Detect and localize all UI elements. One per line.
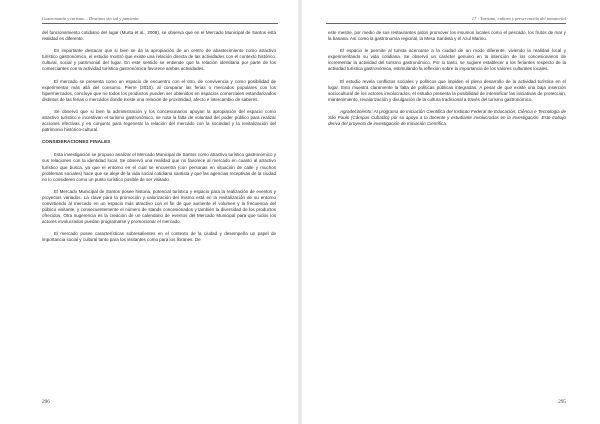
paragraph: este mestre, por medio de sus restaurantes pidos promover los insumos locales como el pescado, los frutos de mar y la banana. Así como la gastronomía regional, la Mesa Santista y el Azul Marino. bbox=[328, 30, 566, 42]
left-page-body bbox=[42, 30, 276, 250]
paragraph: Se observó que si bien la administración y los concesionarios apoyan la apropiación del espacio como atractivo turístico e incentivan el turismo gastronómico, se nota la falta de voluntad del poder público para realizar acciones efectivas y en conjunto para regenerar la relación del mercado con la sociedad y la revitalización del patrimonio histórico-cultural. bbox=[42, 108, 276, 133]
paragraph: del funcionamiento cotidiano del lugar (Murta et al., 2008), se observa que en el Mercado Municipal de Santos esta realidad es diferente. bbox=[42, 30, 276, 42]
section-heading: CONSIDERACIONES FINALES bbox=[42, 139, 111, 145]
right-page bbox=[300, 0, 600, 424]
paragraph: El mercado posee características sobresalientes en el contexto de la ciudad y desempeña un papel de importancia social y cultural tanto para los visitantes como para los lloranes. De bbox=[42, 231, 276, 243]
page-number-left: 296 bbox=[42, 399, 50, 405]
paragraph: El espacio le permite al turista acercarse a la ciudad de un modo diferente, viviendo la realidad local y experimentando su vida cotidiana. Se observó un carácter genuino en la intención de los concesionarios de incrementar la actividad del turismo gastronómico. Por lo tanto, se sugiere establecer a los feriantes respecto de la actividad turística gastronómica, estimulando la reflexión sobre la importancia de los valores culturales locales. bbox=[328, 48, 566, 72]
header-rule-right bbox=[326, 23, 566, 24]
right-page-body bbox=[328, 30, 566, 133]
paragraph: Esta investigación se propuso analizar el Mercado Municipal de Santos como atractivo turístico gastronómico y sus relaciones con la identidad local. Se observó una realidad que no favorece al mercado en cuanto al atractivo turístico que busca, ya que el entorno en el cual se encuentra (con personas en situación de calle y muchos problemas sociales) hace que se aleje de la vida social cotidiana santista y que las agencias receptivas de la ciudad no lo consideren como un punto turístico posible de ser visitado. bbox=[42, 152, 276, 182]
paragraph: El mercado se presenta como un espacio de encuentro con el otro, de convivencia y como posibilidad de experimentar más allá del consumo. Pierre (2010), al comparar las ferias o mercados populares con los hipermercados, concluye que no todos los productos pueden ser obtenidos en espacios comerciales estandarizados distintos de las ferias o mercados donde existe una relación de proximidad, afecto e intercambio de saberes. bbox=[42, 78, 276, 102]
paragraph: El estudio revela conflictos sociales y políticos que impiden el pleno desarrollo de la actividad turística en el lugar. Esto muestra claramente la falta de políticas públicas integradas. A pesar de que existe una baja inserción sociocultural de los actores involucrados, el estudio presenta la posibilidad de intensificar las iniciativas de protección, mantenimiento, revalorización y divulgación de la cultura tradicional a través del turismo gastronómico. bbox=[328, 78, 566, 102]
header-rule-left bbox=[42, 23, 278, 24]
running-head-right: 17 - Turismo, cultura y preservación del inmaterial bbox=[471, 16, 566, 21]
page-number-right: 295 bbox=[558, 399, 566, 405]
running-head-left: Gastronomía y turismo – Destinos sin sal y pimienta bbox=[42, 16, 139, 21]
paragraph: El Mercado Municipal de Santos posee historia, potencial turístico y espacio para la realización de eventos y proyectos variados. La clave para la promoción y valorización del mismo está en la revitalización de su entorno convirtiendo al mercado en un espacio más atractivo con el fin de que aumente el volumen y la frecuencia del público visitante, y consecuentemente el número de stands concesionados y también la diversidad de los productos ofrecidos. Otra sugerencia es la creación de un calendario de eventos del Mercado Municipal para que todos los actores involucrados puedan programarse y promocionar el mercado. bbox=[42, 188, 276, 225]
paragraph: Es importante destacar que si bien se da la apropiación de un centro de abastecimiento como atractivo turístico gastronómico, el estudio mostró que existe una relación directa de las actividades con el contexto histórico, cultural, social y patrimonial del lugar. En este sentido se entiende que la relación identitaria por parte de los comerciantes con la actividad turística gastronómica favorece ambas actividades. bbox=[42, 48, 276, 72]
acknowledgment: Agradecimiento: Al programa de Iniciación Científica del Instituto Federal de Educación, Ciência e Tecnologia de São Paulo (Câmpus Cubatão) por su apoyo a la docente y estudiante involucradas en la investigación. Este trabajo deriva del proyecto de investigación de Iniciación Científica. bbox=[328, 108, 566, 127]
